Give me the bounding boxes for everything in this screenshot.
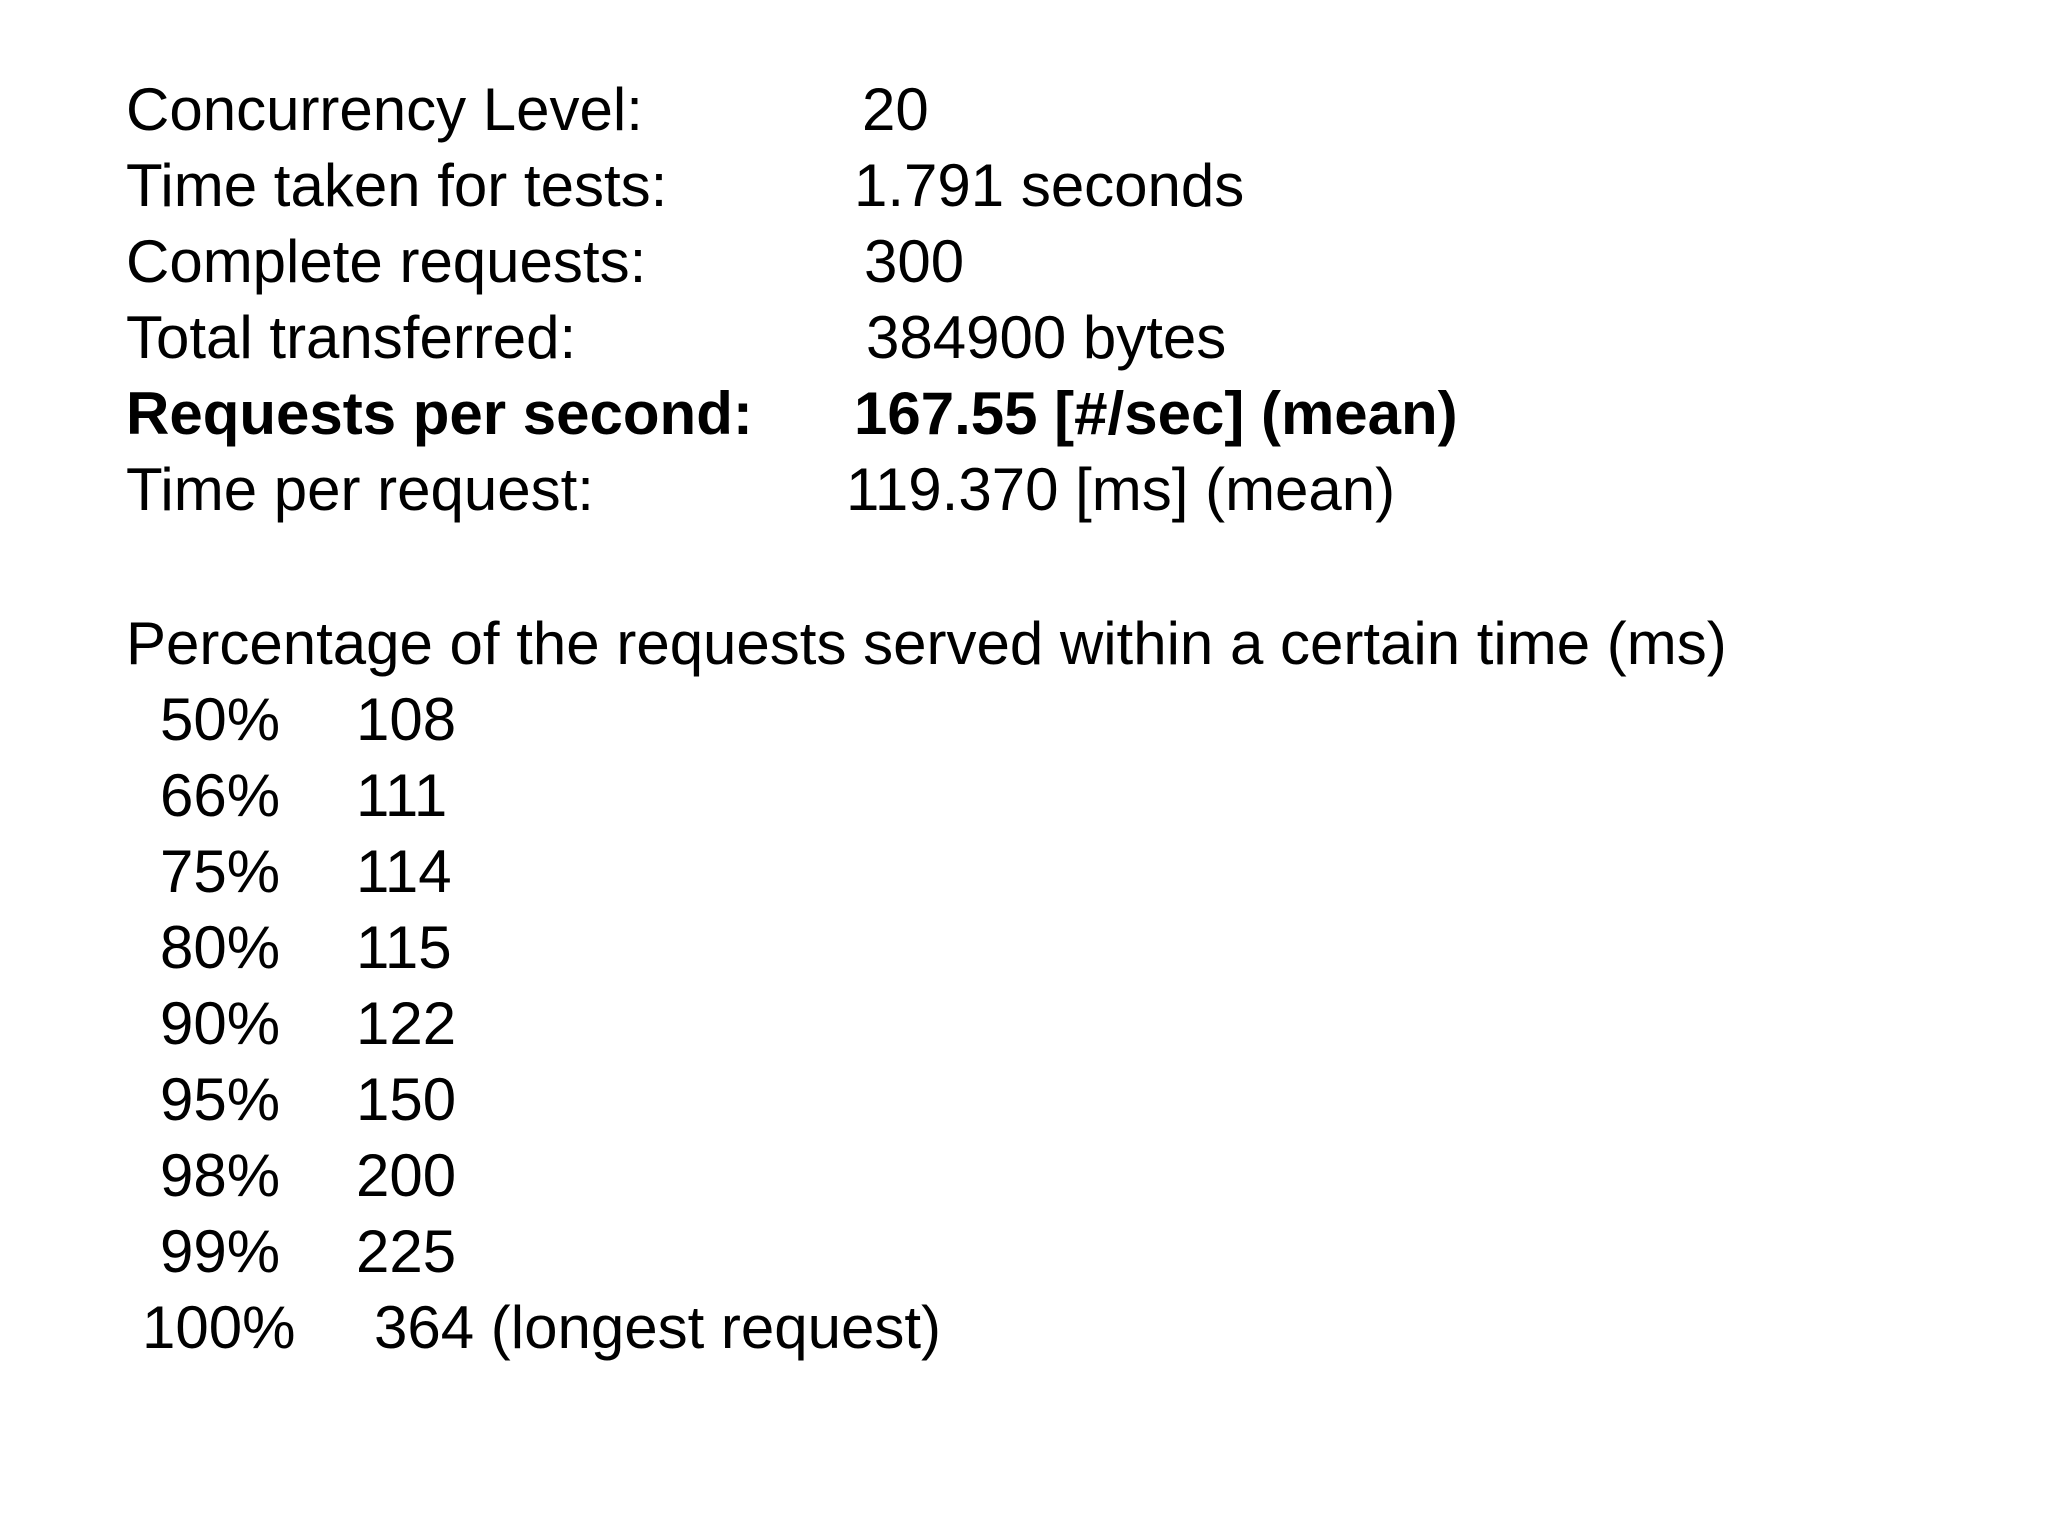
percentiles-heading: Percentage of the requests served within a certain time (ms) xyxy=(126,610,1727,677)
percentile-value: 108 xyxy=(356,686,457,753)
percentile-value: 200 xyxy=(356,1142,457,1209)
time-per-request-value: 119.370 [ms] (mean) xyxy=(846,456,1396,523)
time-per-request-label: Time per request: xyxy=(126,456,594,523)
total-transferred-label: Total transferred: xyxy=(126,304,577,371)
percentile-label: 50% xyxy=(160,686,281,753)
complete-requests-value: 300 xyxy=(864,228,965,295)
concurrency-level-value: 20 xyxy=(862,76,929,143)
percentile-label: 100% xyxy=(142,1294,296,1361)
requests-per-second-value: 167.55 [#/sec] (mean) xyxy=(854,380,1458,447)
total-transferred-value: 384900 bytes xyxy=(866,304,1227,371)
percentile-value: 122 xyxy=(356,990,457,1057)
percentile-value: 150 xyxy=(356,1066,457,1133)
percentile-value: 225 xyxy=(356,1218,457,1285)
percentile-value: 114 xyxy=(356,838,452,905)
percentile-value: 111 xyxy=(356,762,448,829)
time-taken-label: Time taken for tests: xyxy=(126,152,668,219)
concurrency-level-label: Concurrency Level: xyxy=(126,76,643,143)
percentile-label: 99% xyxy=(160,1218,281,1285)
percentile-label: 75% xyxy=(160,838,281,905)
percentile-value: 115 xyxy=(356,914,452,981)
complete-requests-label: Complete requests: xyxy=(126,228,647,295)
percentile-label: 98% xyxy=(160,1142,281,1209)
percentile-label: 80% xyxy=(160,914,281,981)
percentile-value: 364 (longest request) xyxy=(374,1294,942,1361)
time-taken-value: 1.791 seconds xyxy=(854,152,1245,219)
percentile-label: 95% xyxy=(160,1066,281,1133)
percentile-label: 66% xyxy=(160,762,281,829)
percentile-label: 90% xyxy=(160,990,281,1057)
requests-per-second-label: Requests per second: xyxy=(126,380,753,447)
